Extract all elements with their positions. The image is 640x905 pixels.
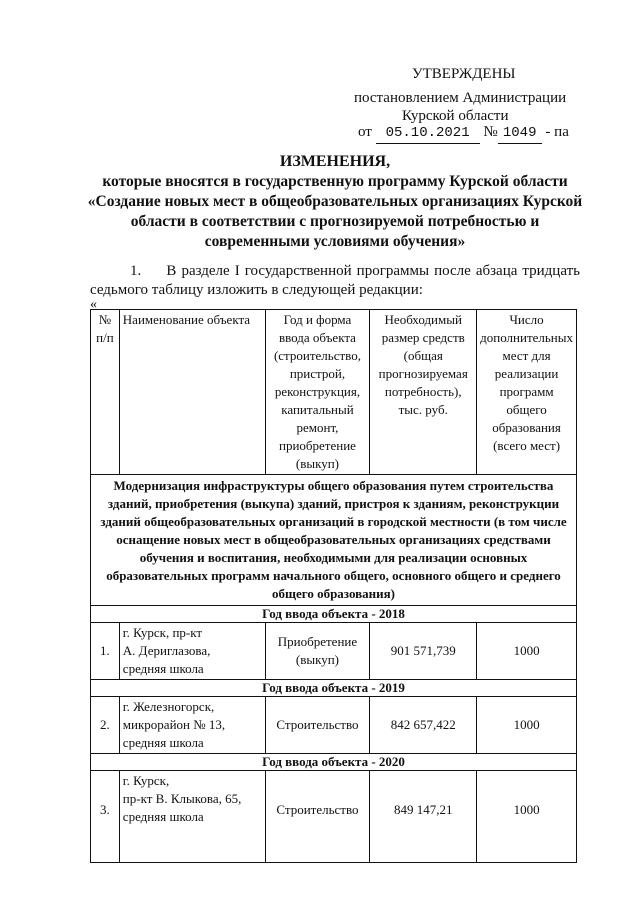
year-row (91, 606, 577, 623)
title-line-1: которые вносятся в государственную программу Курской области (102, 173, 568, 190)
row-name-line: средняя школа (122, 661, 204, 676)
header-name: Наименование объекта (119, 310, 265, 475)
approval-date-line (358, 122, 569, 144)
paragraph-text: В разделе I государственной программы после абзаца тридцать седьмого таблицу изложить в следующей редакции: (90, 263, 581, 298)
table-row (91, 771, 577, 863)
row-name (119, 623, 265, 680)
year-label: Год ввода объекта - 2018 (91, 606, 577, 623)
row-num: 3. (91, 771, 120, 863)
year-label: Год ввода объекта - 2020 (91, 754, 577, 771)
section-title: Модернизация инфраструктуры общего образования путем строительства зданий, приобретения (выкупа) зданий, пристроя к зданиям, реконструкции зданий общеобразовательных организаций в городской местности (в том числе оснащение новых мест в общеобразовательных организациях средствами обучения и воспитания, необходимыми для реализации основных образовательных программ начального общего, основного общего и среднего общего образования) (91, 475, 577, 606)
approval-issuer: постановлением Администрации (354, 90, 567, 106)
approval-number: 1049 (498, 123, 542, 144)
date-prefix: от (358, 124, 372, 140)
header-places: Число дополнительных мест для реализации программ общего образования (всего мест) (477, 310, 577, 475)
row-places: 1000 (477, 697, 577, 754)
row-places: 1000 (477, 771, 577, 863)
row-funds: 849 147,21 (370, 771, 477, 863)
table-row (91, 623, 577, 680)
number-sign: № (483, 124, 498, 140)
row-funds: 901 571,739 (370, 623, 477, 680)
table-header-row (91, 310, 577, 475)
row-name (119, 771, 265, 863)
header-num: № п/п (91, 310, 120, 475)
row-name (119, 697, 265, 754)
title-line-4: современными условиями обучения» (204, 233, 466, 250)
paragraph-number: 1. (130, 263, 142, 279)
approval-region: Курской области (402, 108, 509, 124)
row-funds: 842 657,422 (370, 697, 477, 754)
header-year-form: Год и форма ввода объекта (строительство, пристрой, реконструкция, капитальный ремонт, приобретение (выкуп) (265, 310, 370, 475)
row-form: Строительство (265, 697, 370, 754)
number-suffix: - па (545, 124, 569, 140)
year-row (91, 680, 577, 697)
year-row (91, 754, 577, 771)
row-form: Строительство (265, 771, 370, 863)
row-name-line: А. Дериглазова, (122, 643, 211, 658)
title-line-3: области в соответствии с прогнозируемой потребностью и (130, 213, 540, 230)
amendment-paragraph (90, 262, 580, 300)
section-row (91, 475, 577, 606)
document-title (80, 152, 590, 252)
row-num: 1. (91, 623, 120, 680)
year-label: Год ввода объекта - 2019 (91, 680, 577, 697)
objects-table (90, 309, 577, 863)
row-num: 2. (91, 697, 120, 754)
title-line-2: «Создание новых мест в общеобразовательных организациях Курской (87, 193, 583, 210)
approval-date: 05.10.2021 (376, 123, 480, 144)
row-name-line: средняя школа (122, 735, 204, 750)
row-places: 1000 (477, 623, 577, 680)
row-form: Приобретение (выкуп) (265, 623, 370, 680)
row-name-line: средняя школа (122, 809, 204, 824)
title-heading: ИЗМЕНЕНИЯ, (279, 153, 391, 170)
row-name-line: г. Железногорск, (122, 699, 215, 714)
row-name-line: г. Курск, пр-кт (122, 625, 203, 640)
opening-quote: « (90, 297, 97, 312)
row-name-line: пр-кт В. Клыкова, 65, (122, 791, 242, 806)
approval-title: УТВЕРЖДЕНЫ (412, 66, 516, 82)
row-name-line: г. Курск, (122, 773, 170, 788)
table-row (91, 697, 577, 754)
header-funds: Необходимый размер средств (общая прогнозируемая потребность), тыс. руб. (370, 310, 477, 475)
row-name-line: микрорайон № 13, (122, 717, 226, 732)
